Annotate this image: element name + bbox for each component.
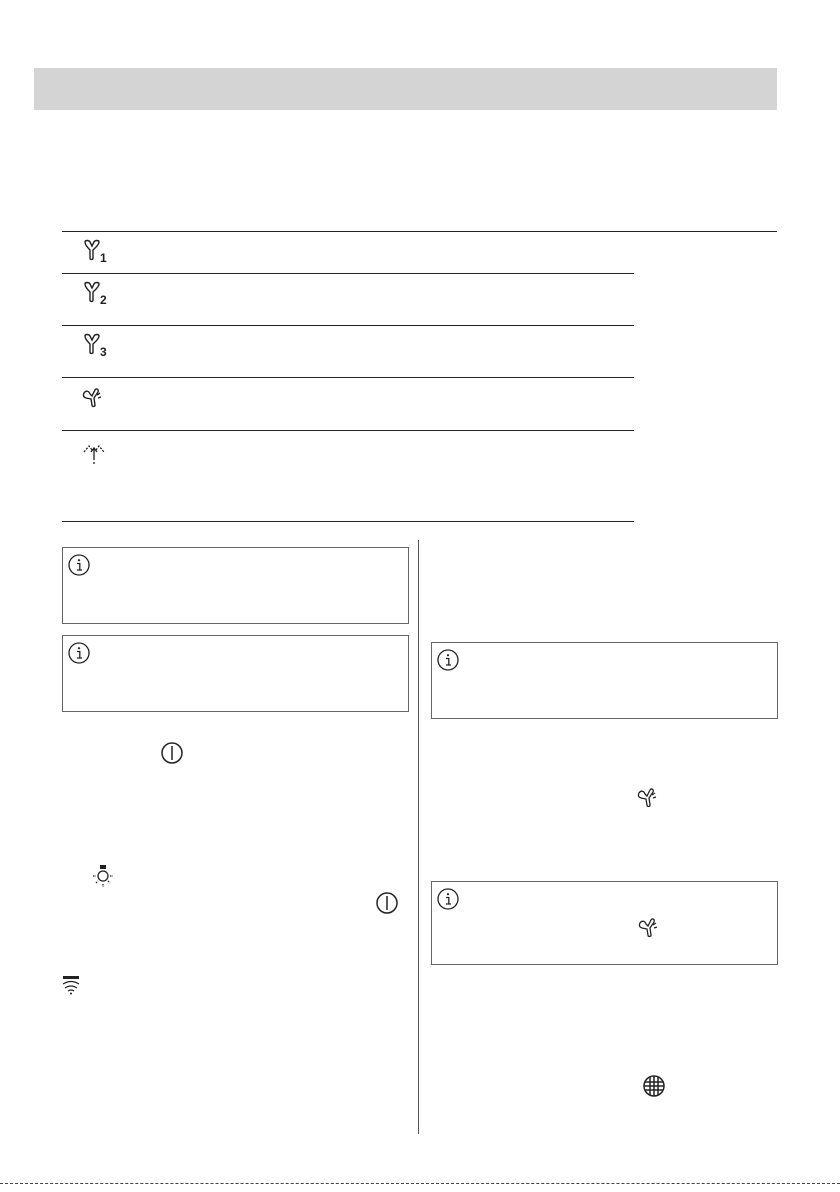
table-top-rule xyxy=(62,231,777,232)
info-icon xyxy=(436,887,460,911)
fan-speed-2-icon xyxy=(80,280,116,310)
info-note-box xyxy=(431,881,778,965)
info-note-box xyxy=(62,547,409,624)
info-icon xyxy=(436,648,460,672)
fan-boost-icon xyxy=(638,916,662,940)
info-icon xyxy=(67,641,91,665)
column-divider xyxy=(418,540,419,1134)
section-header-bar xyxy=(34,68,777,110)
breeze-icon xyxy=(80,438,116,468)
svg-text:3: 3 xyxy=(100,345,107,359)
hob-to-hood-icon xyxy=(60,974,82,996)
fan-speed-3-icon xyxy=(80,332,116,362)
power-icon xyxy=(160,740,184,766)
light-icon xyxy=(90,863,116,889)
table-row-divider xyxy=(62,430,634,431)
table-row-divider xyxy=(62,377,634,378)
footer-dashed-rule xyxy=(0,1183,840,1184)
power-icon xyxy=(375,890,399,916)
fan-boost-icon xyxy=(637,786,661,810)
table-row-divider xyxy=(62,273,634,274)
info-icon xyxy=(67,553,91,577)
info-note-box xyxy=(431,642,778,719)
grease-filter-icon xyxy=(641,1073,667,1099)
fan-boost-icon xyxy=(80,385,116,415)
info-note-box xyxy=(62,635,409,712)
svg-text:2: 2 xyxy=(100,293,107,307)
fan-speed-1-icon xyxy=(80,238,116,268)
svg-text:1: 1 xyxy=(100,251,107,265)
table-row-divider xyxy=(62,325,634,326)
table-bottom-rule xyxy=(62,521,634,522)
